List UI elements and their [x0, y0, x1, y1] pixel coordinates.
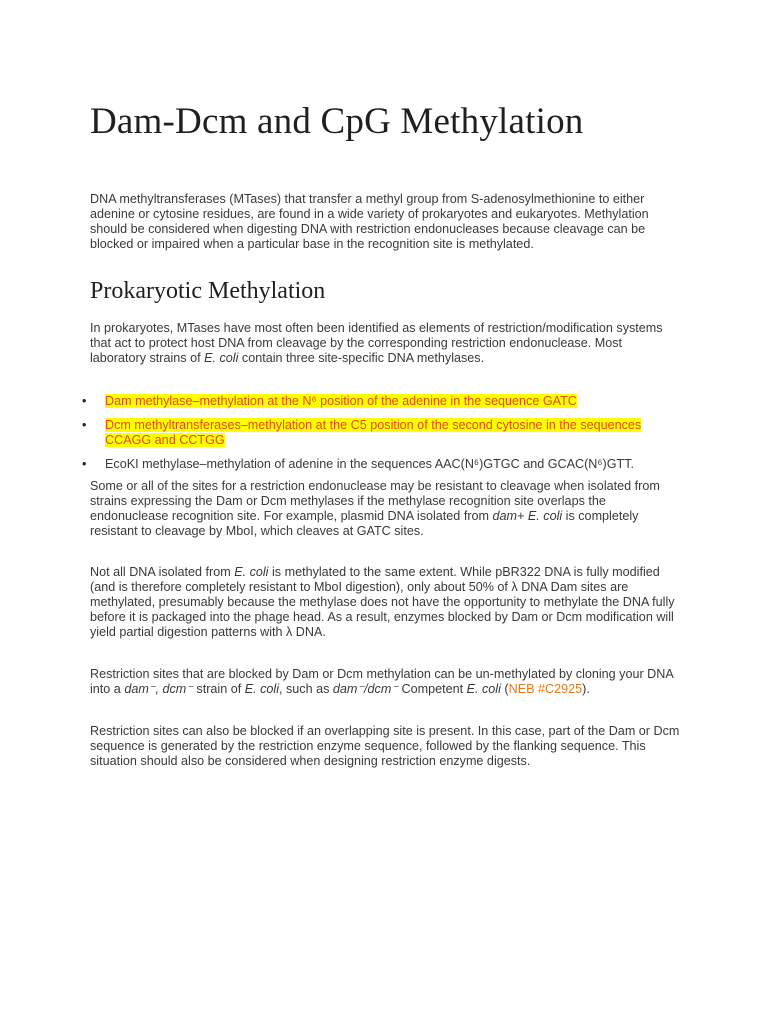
- section-heading: Prokaryotic Methylation: [90, 278, 326, 304]
- page-title: Dam-Dcm and CpG Methylation: [90, 101, 584, 142]
- resistance-paragraph: Some or all of the sites for a restriction endonuclease may be resistant to cleavage when isolated from strains expressing the Dam or Dcm methylases if the methylase recognition site overlaps the endonuclease recognition site. For example, plasmid DNA isolated from dam+ E. coli is completely resistant to cleavage by MboI, which cleaves at GATC sites.: [90, 479, 660, 538]
- methylation-extent-paragraph: Not all DNA isolated from E. coli is methylated to the same extent. While pBR322 DNA is fully modified (and is therefore completely resistant to MboI digestion), only about 50% of λ DNA Dam sites are methylated, presumably because the methylase does not have the opportunity to methylate the DNA fully before it is packaged into the phage head. As a result, enzymes blocked by Dam or Dcm modification will yield partial digestion patterns with λ DNA.: [90, 565, 675, 639]
- highlighted-text: Dcm methyltransferases–methylation at the C5 position of the second cytosine in the sequences: [105, 418, 642, 432]
- neb-c2925-link[interactable]: NEB #C2925: [508, 682, 583, 696]
- overlapping-site-paragraph: Restriction sites can also be blocked if an overlapping site is present. In this case, part of the Dam or Dcm sequence is generated by the restriction enzyme sequence, followed by the flanking sequence. This situation should also be considered when designing restriction enzyme digests.: [90, 724, 680, 768]
- bullet-dot: •: [82, 457, 87, 471]
- bullet-dot: •: [82, 418, 87, 432]
- unmethylation-paragraph: Restriction sites that are blocked by Dam or Dcm methylation can be un-methylated by cloning your DNA into a dam⁻, dcm⁻ strain of E. coli, such as dam⁻/dcm⁻ Competent E. coli (NEB #C2925).: [90, 667, 674, 696]
- bullet-dot: •: [82, 394, 87, 408]
- highlighted-text: CCAGG and CCTGG: [105, 433, 225, 447]
- highlighted-text: Dam methylase–methylation at the N⁶ position of the adenine in the sequence GATC: [105, 394, 577, 408]
- prokaryotes-paragraph: In prokaryotes, MTases have most often been identified as elements of restriction/modification systems that act to protect host DNA from cleavage by the corresponding restriction endonuclease. Most laboratory strains of E. coli contain three site-specific DNA methylases.: [90, 321, 663, 365]
- document-page: Dam-Dcm and CpG Methylation DNA methyltransferases (MTases) that transfer a methyl group from S-adenosylmethionine to either adenine or cytosine residues, are found in a wide variety of prokaryotes and eukaryotes. Methylation should be considered when digesting DNA with restriction endonucleases because cleavage can be blocked or impaired when a particular base in the recognition site is methylated. Prokaryotic Methylation In prokaryotes, MTases have most often been identified as elements of restriction/modification systems that act to protect host DNA from cleavage by the corresponding restriction endonuclease. Most laboratory strains of E. coli contain three site-specific DNA methylases. • Dam methylase–methylation at the N⁶ position of the adenine in the sequence GATC • Dcm methyltransferases–methylation at the C5 position of the second cytosine in the sequences CCAGG and CCTGG • EcoKI methylase–methylation of adenine in the sequences AAC(N⁶)GTGC and GCAC(N⁶)GTT. Some or all of the sites for a restriction endonuclease may be resistant to cleavage when isolated from strains expressing the Dam or Dcm methylases if the methylase recognition site overlaps the endonuclease recognition site. For example, plasmid DNA isolated from dam+ E. coli is completely resistant to cleavage by MboI, which cleaves at GATC sites. Not all DNA isolated from E. coli is methylated to the same extent. While pBR322 DNA is fully modified (and is therefore completely resistant to MboI digestion), only about 50% of λ DNA Dam sites are methylated, presumably because the methylase does not have the opportunity to methylate the DNA fully before it is packaged into the phage head. As a result, enzymes blocked by Dam or Dcm modification will yield partial digestion patterns with λ DNA. Restriction sites that are blocked by Dam or Dcm methylation can be un-methylated by cloning your DNA into a dam⁻, dcm⁻ strain of E. coli, such as dam⁻/dcm⁻ Competent E. coli (NEB #C2925). Restriction sites can also be blocked if an overlapping site is present. In this case, part of the Dam or Dcm sequence is generated by the restriction enzyme sequence, followed by the flanking sequence. This situation should also be considered when designing restriction enzyme digests.: [0, 0, 768, 1024]
- intro-paragraph: DNA methyltransferases (MTases) that transfer a methyl group from S-adenosylmethionine to either adenine or cytosine residues, are found in a wide variety of prokaryotes and eukaryotes. Methylation should be considered when digesting DNA with restriction endonucleases because cleavage can be blocked or impaired when a particular base in the recognition site is methylated.: [90, 192, 649, 251]
